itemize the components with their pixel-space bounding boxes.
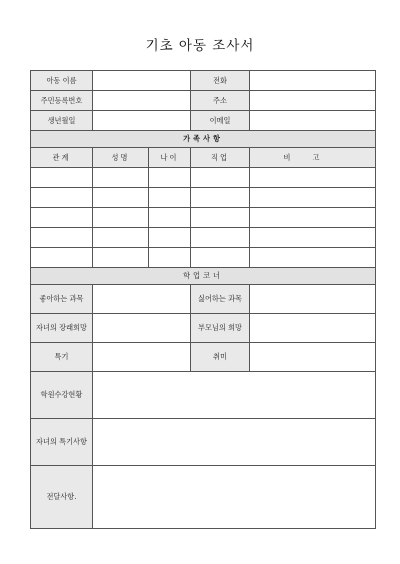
row-talent-hobby	[31, 343, 376, 372]
talent-field[interactable]	[93, 343, 191, 372]
address-label: 주소	[191, 91, 250, 111]
family-job-cell[interactable]	[191, 188, 250, 208]
family-row	[31, 168, 376, 188]
family-col-name: 성명	[93, 148, 149, 168]
academy-status-field[interactable]	[93, 372, 376, 419]
family-notes-cell[interactable]	[250, 168, 376, 188]
family-col-notes: 비고	[250, 148, 376, 168]
row-resident-number	[31, 91, 376, 111]
disliked-subject-label: 싫어하는 과목	[191, 285, 250, 314]
family-relation-cell[interactable]	[31, 188, 93, 208]
disliked-subject-field[interactable]	[250, 285, 376, 314]
family-col-job: 직업	[191, 148, 250, 168]
family-column-headers	[31, 148, 376, 168]
family-row	[31, 228, 376, 248]
family-row	[31, 188, 376, 208]
parent-hope-field[interactable]	[250, 314, 376, 343]
child-special-notes-field[interactable]	[93, 419, 376, 466]
row-subjects	[31, 285, 376, 314]
email-field[interactable]	[250, 111, 376, 131]
row-academy-status	[31, 372, 376, 419]
academic-section-header	[31, 268, 376, 285]
messages-field[interactable]	[93, 466, 376, 529]
birthdate-label: 생년월일	[31, 111, 93, 131]
family-notes-cell[interactable]	[250, 228, 376, 248]
messages-label: 전달사항.	[31, 466, 93, 529]
phone-field[interactable]	[250, 71, 376, 91]
birthdate-field[interactable]	[93, 111, 191, 131]
family-age-cell[interactable]	[149, 248, 191, 268]
child-hope-field[interactable]	[93, 314, 191, 343]
family-age-cell[interactable]	[149, 168, 191, 188]
child-special-notes-label: 자녀의 특기사항	[31, 419, 93, 466]
academy-status-label: 학원수강현황	[31, 372, 93, 419]
family-relation-cell[interactable]	[31, 168, 93, 188]
phone-label: 전화	[191, 71, 250, 91]
favorite-subject-field[interactable]	[93, 285, 191, 314]
family-name-cell[interactable]	[93, 188, 149, 208]
family-name-cell[interactable]	[93, 228, 149, 248]
family-age-cell[interactable]	[149, 188, 191, 208]
family-job-cell[interactable]	[191, 248, 250, 268]
academic-section-title: 학업코너	[31, 268, 376, 285]
family-relation-cell[interactable]	[31, 228, 93, 248]
family-name-cell[interactable]	[93, 168, 149, 188]
family-row	[31, 208, 376, 228]
family-col-age: 나이	[149, 148, 191, 168]
row-messages	[31, 466, 376, 529]
child-name-label: 아동 이름	[31, 71, 93, 91]
family-section-header	[31, 131, 376, 148]
address-field[interactable]	[250, 91, 376, 111]
page-title: 기초 아동 조사서	[145, 38, 255, 54]
family-age-cell[interactable]	[149, 208, 191, 228]
family-job-cell[interactable]	[191, 168, 250, 188]
family-notes-cell[interactable]	[250, 248, 376, 268]
family-row	[31, 248, 376, 268]
talent-label: 특기	[31, 343, 93, 372]
family-job-cell[interactable]	[191, 208, 250, 228]
resident-number-field[interactable]	[93, 91, 191, 111]
child-hope-label: 자녀의 장래희망	[31, 314, 93, 343]
family-name-cell[interactable]	[93, 208, 149, 228]
family-relation-cell[interactable]	[31, 248, 93, 268]
child-survey-form	[30, 70, 376, 529]
favorite-subject-label: 좋아하는 과목	[31, 285, 93, 314]
row-birthdate	[31, 111, 376, 131]
family-relation-cell[interactable]	[31, 208, 93, 228]
family-notes-cell[interactable]	[250, 188, 376, 208]
row-child-special-notes	[31, 419, 376, 466]
family-job-cell[interactable]	[191, 228, 250, 248]
hobby-field[interactable]	[250, 343, 376, 372]
parent-hope-label: 부모님의 희망	[191, 314, 250, 343]
row-hopes	[31, 314, 376, 343]
hobby-label: 취미	[191, 343, 250, 372]
family-section-title: 가족사항	[31, 131, 376, 148]
child-name-field[interactable]	[93, 71, 191, 91]
family-name-cell[interactable]	[93, 248, 149, 268]
family-age-cell[interactable]	[149, 228, 191, 248]
family-col-relation: 관계	[31, 148, 93, 168]
family-notes-cell[interactable]	[250, 208, 376, 228]
resident-number-label: 주민등록번호	[31, 91, 93, 111]
row-child-name	[31, 71, 376, 91]
email-label: 이메일	[191, 111, 250, 131]
